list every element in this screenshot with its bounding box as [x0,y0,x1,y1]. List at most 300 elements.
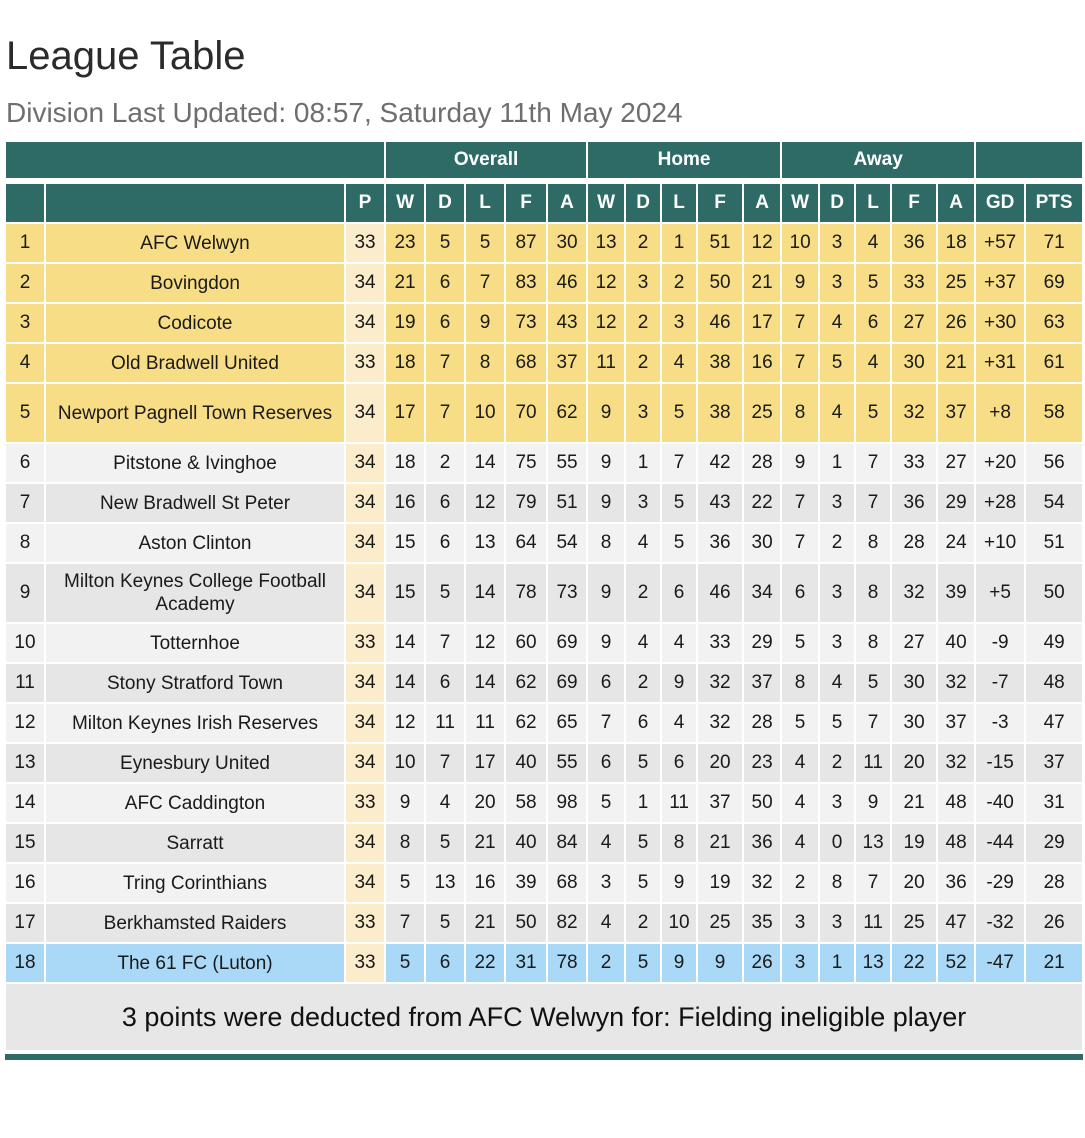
stat-cell: 4 [819,303,855,343]
stat-cell: 4 [587,903,625,943]
stat-cell: 50 [697,263,743,303]
stat-cell: 7 [855,863,891,903]
col-header-14: F [891,183,937,223]
table-row [5,223,1083,263]
stat-cell: 2 [587,943,625,983]
stat-cell: 23 [743,743,781,783]
stat-cell: 7 [425,623,465,663]
stat-cell: 2 [625,563,661,623]
stat-cell: 5 [661,523,697,563]
stat-cell: 7 [781,523,819,563]
stat-cell: 19 [891,823,937,863]
stat-cell: -15 [975,743,1025,783]
stat-cell: 9 [661,943,697,983]
stat-cell: 21 [937,343,975,383]
table-row [5,823,1083,863]
stat-cell: +30 [975,303,1025,343]
stat-cell: 9 [465,303,505,343]
stat-cell: 1 [625,443,661,483]
stat-cell: 26 [743,943,781,983]
stat-cell: 30 [891,663,937,703]
stat-cell: 52 [937,943,975,983]
stat-cell: 4 [425,783,465,823]
col-header-5: A [547,183,587,223]
stat-cell: 64 [505,523,547,563]
stat-cell: 37 [1025,743,1083,783]
stat-cell: 15 [385,563,425,623]
table-row [5,783,1083,823]
stat-cell: 42 [697,443,743,483]
stat-cell: 6 [587,743,625,783]
stat-cell: 25 [937,263,975,303]
table-row [5,443,1083,483]
stat-cell: 4 [661,703,697,743]
stat-cell: 5 [661,383,697,443]
stat-cell: 4 [661,343,697,383]
stat-cell: 28 [743,443,781,483]
stat-cell: 4 [819,663,855,703]
stat-cell: 40 [505,823,547,863]
stat-cell: 21 [465,903,505,943]
stat-cell: 34 [345,443,385,483]
stat-cell: 5 [465,223,505,263]
team-name-cell: Totternhoe [45,623,345,663]
stat-cell: 3 [819,223,855,263]
stat-cell: 25 [891,903,937,943]
col-header-team [45,183,345,223]
stat-cell: +31 [975,343,1025,383]
table-row [5,943,1083,983]
stat-cell: 9 [855,783,891,823]
page-title: League Table [6,34,246,78]
stat-cell: 2 [425,443,465,483]
stat-cell: 79 [505,483,547,523]
stat-cell: 47 [937,903,975,943]
team-name-cell: Berkhamsted Raiders [45,903,345,943]
stat-cell: 5 [425,903,465,943]
stat-cell: 28 [891,523,937,563]
stat-cell: 36 [891,223,937,263]
stat-cell: 18 [385,343,425,383]
stat-cell: -47 [975,943,1025,983]
stat-cell: 21 [465,823,505,863]
stat-cell: 12 [743,223,781,263]
stat-cell: 38 [697,343,743,383]
position-cell: 14 [5,783,45,823]
stat-cell: 78 [505,563,547,623]
stat-cell: 1 [625,783,661,823]
stat-cell: 6 [425,943,465,983]
stat-cell: 22 [465,943,505,983]
table-row [5,703,1083,743]
stat-cell: 33 [697,623,743,663]
stat-cell: +20 [975,443,1025,483]
stat-cell: 49 [1025,623,1083,663]
stat-cell: 36 [891,483,937,523]
stat-cell: 48 [1025,663,1083,703]
stat-cell: 43 [547,303,587,343]
table-row [5,343,1083,383]
league-table [4,140,1084,1060]
stat-cell: 6 [661,563,697,623]
team-name-cell: AFC Caddington [45,783,345,823]
stat-cell: 62 [505,663,547,703]
stat-cell: 12 [587,303,625,343]
position-cell: 10 [5,623,45,663]
stat-cell: 10 [465,383,505,443]
stat-cell: 63 [1025,303,1083,343]
stat-cell: 7 [425,743,465,783]
stat-cell: -40 [975,783,1025,823]
stat-cell: 4 [587,823,625,863]
col-header-17: PTS [1025,183,1083,223]
group-header-blank [5,141,385,179]
stat-cell: 36 [697,523,743,563]
stat-cell: 28 [1025,863,1083,903]
stat-cell: 37 [743,663,781,703]
stat-cell: 13 [465,523,505,563]
stat-cell: 61 [1025,343,1083,383]
stat-cell: 30 [891,703,937,743]
stat-cell: 12 [385,703,425,743]
stat-cell: 9 [587,483,625,523]
stat-cell: 34 [345,523,385,563]
table-row [5,863,1083,903]
stat-cell: 13 [587,223,625,263]
stat-cell: 68 [505,343,547,383]
stat-cell: 55 [547,743,587,783]
stat-cell: 33 [345,943,385,983]
stat-cell: 5 [425,823,465,863]
stat-cell: 39 [505,863,547,903]
stat-cell: -32 [975,903,1025,943]
stat-cell: 4 [625,623,661,663]
stat-cell: 3 [819,483,855,523]
stat-cell: 7 [855,703,891,743]
stat-cell: 14 [385,623,425,663]
col-header-0: P [345,183,385,223]
table-row [5,563,1083,623]
stat-cell: 4 [855,343,891,383]
stat-cell: 39 [937,563,975,623]
stat-cell: 71 [1025,223,1083,263]
stat-cell: 34 [743,563,781,623]
team-name-cell: Stony Stratford Town [45,663,345,703]
stat-cell: 21 [697,823,743,863]
position-cell: 5 [5,383,45,443]
stat-cell: 5 [855,263,891,303]
stat-cell: 34 [345,743,385,783]
position-cell: 11 [5,663,45,703]
stat-cell: 60 [505,623,547,663]
stat-cell: 20 [891,863,937,903]
table-row [5,623,1083,663]
stat-cell: 9 [661,863,697,903]
stat-cell: 84 [547,823,587,863]
column-header-row [5,183,1083,223]
stat-cell: 5 [425,223,465,263]
stat-cell: 7 [425,343,465,383]
stat-cell: 87 [505,223,547,263]
col-header-10: A [743,183,781,223]
stat-cell: 31 [505,943,547,983]
stat-cell: 14 [465,563,505,623]
stat-cell: 4 [781,743,819,783]
stat-cell: +28 [975,483,1025,523]
stat-cell: 30 [547,223,587,263]
stat-cell: 27 [891,303,937,343]
stat-cell: 50 [505,903,547,943]
stat-cell: 33 [891,263,937,303]
stat-cell: 68 [547,863,587,903]
table-row [5,303,1083,343]
stat-cell: 5 [625,823,661,863]
position-cell: 3 [5,303,45,343]
stat-cell: 69 [547,663,587,703]
stat-cell: 32 [697,703,743,743]
stat-cell: 50 [1025,563,1083,623]
stat-cell: 50 [743,783,781,823]
table-row [5,483,1083,523]
position-cell: 4 [5,343,45,383]
table-row [5,383,1083,443]
stat-cell: 14 [465,663,505,703]
stat-cell: 5 [625,863,661,903]
stat-cell: 6 [425,523,465,563]
stat-cell: 5 [781,703,819,743]
stat-cell: 9 [587,443,625,483]
stat-cell: 7 [661,443,697,483]
stat-cell: 6 [587,663,625,703]
stat-cell: +10 [975,523,1025,563]
stat-cell: 8 [855,563,891,623]
stat-cell: 73 [505,303,547,343]
stat-cell: 29 [937,483,975,523]
stat-cell: 9 [697,943,743,983]
stat-cell: +37 [975,263,1025,303]
stat-cell: 5 [587,783,625,823]
team-name-cell: Eynesbury United [45,743,345,783]
stat-cell: 56 [1025,443,1083,483]
stat-cell: 3 [781,903,819,943]
table-row [5,523,1083,563]
stat-cell: 8 [819,863,855,903]
stat-cell: 9 [781,263,819,303]
stat-cell: 8 [465,343,505,383]
table-row [5,263,1083,303]
stat-cell: 34 [345,483,385,523]
stat-cell: 51 [547,483,587,523]
col-header-16: GD [975,183,1025,223]
team-name-cell: Sarratt [45,823,345,863]
stat-cell: 21 [1025,943,1083,983]
team-name-cell: New Bradwell St Peter [45,483,345,523]
stat-cell: 33 [345,223,385,263]
stat-cell: 34 [345,663,385,703]
stat-cell: 54 [547,523,587,563]
stat-cell: 3 [781,943,819,983]
col-header-1: W [385,183,425,223]
stat-cell: 30 [743,523,781,563]
stat-cell: 37 [697,783,743,823]
stat-cell: 69 [547,623,587,663]
stat-cell: 37 [547,343,587,383]
stat-cell: 14 [385,663,425,703]
stat-cell: 6 [855,303,891,343]
stat-cell: 11 [855,743,891,783]
stat-cell: 17 [465,743,505,783]
stat-cell: 34 [345,383,385,443]
stat-cell: 6 [425,263,465,303]
stat-cell: -44 [975,823,1025,863]
stat-cell: 15 [385,523,425,563]
group-header-overall: Overall [385,141,587,179]
team-name-cell: Aston Clinton [45,523,345,563]
bottom-bar [5,1054,1083,1060]
stat-cell: 34 [345,703,385,743]
stat-cell: -3 [975,703,1025,743]
stat-cell: 37 [937,383,975,443]
stat-cell: 33 [345,903,385,943]
stat-cell: 46 [697,563,743,623]
stat-cell: 13 [855,943,891,983]
stat-cell: 29 [1025,823,1083,863]
stat-cell: 5 [855,383,891,443]
stat-cell: 28 [743,703,781,743]
stat-cell: 32 [891,563,937,623]
table-row [5,743,1083,783]
stat-cell: 8 [855,623,891,663]
stat-cell: 5 [855,663,891,703]
stat-cell: 9 [587,383,625,443]
stat-cell: 25 [697,903,743,943]
stat-cell: 11 [587,343,625,383]
last-updated-subtitle: Division Last Updated: 08:57, Saturday 11th May 2024 [6,97,683,128]
stat-cell: 5 [819,343,855,383]
stat-cell: 4 [855,223,891,263]
stat-cell: 6 [781,563,819,623]
stat-cell: 22 [891,943,937,983]
stat-cell: 7 [425,383,465,443]
points-deduction-note: 3 points were deducted from AFC Welwyn for: Fielding ineligible player [5,983,1083,1051]
stat-cell: 32 [743,863,781,903]
stat-cell: 4 [625,523,661,563]
stat-cell: 3 [819,623,855,663]
position-cell: 8 [5,523,45,563]
team-name-cell: The 61 FC (Luton) [45,943,345,983]
team-name-cell: Milton Keynes Irish Reserves [45,703,345,743]
stat-cell: 8 [855,523,891,563]
stat-cell: 51 [1025,523,1083,563]
stat-cell: 54 [1025,483,1083,523]
col-header-9: F [697,183,743,223]
col-header-3: L [465,183,505,223]
stat-cell: 98 [547,783,587,823]
stat-cell: 37 [937,703,975,743]
stat-cell: 20 [697,743,743,783]
position-cell: 16 [5,863,45,903]
stat-cell: 9 [385,783,425,823]
stat-cell: 10 [661,903,697,943]
stat-cell: 12 [465,623,505,663]
stat-cell: 4 [781,783,819,823]
position-cell: 1 [5,223,45,263]
stat-cell: 62 [505,703,547,743]
stat-cell: 6 [425,663,465,703]
stat-cell: 73 [547,563,587,623]
stat-cell: 58 [1025,383,1083,443]
position-cell: 12 [5,703,45,743]
stat-cell: 10 [781,223,819,263]
stat-cell: 78 [547,943,587,983]
stat-cell: 27 [891,623,937,663]
stat-cell: 9 [587,563,625,623]
stat-cell: 5 [385,863,425,903]
stat-cell: 2 [819,743,855,783]
stat-cell: 7 [781,343,819,383]
team-name-cell: Old Bradwell United [45,343,345,383]
stat-cell: +8 [975,383,1025,443]
stat-cell: 11 [661,783,697,823]
stat-cell: 8 [781,383,819,443]
stat-cell: 0 [819,823,855,863]
stat-cell: 29 [743,623,781,663]
team-name-cell: Newport Pagnell Town Reserves [45,383,345,443]
table-row [5,903,1083,943]
position-cell: 15 [5,823,45,863]
stat-cell: 35 [743,903,781,943]
stat-cell: 75 [505,443,547,483]
stat-cell: 7 [855,443,891,483]
stat-cell: +5 [975,563,1025,623]
col-header-15: A [937,183,975,223]
stat-cell: 25 [743,383,781,443]
team-name-cell: Bovingdon [45,263,345,303]
position-cell: 13 [5,743,45,783]
stat-cell: 47 [1025,703,1083,743]
stat-cell: 5 [781,623,819,663]
stat-cell: 83 [505,263,547,303]
stat-cell: 7 [781,303,819,343]
stat-cell: 8 [587,523,625,563]
stat-cell: 1 [819,943,855,983]
stat-cell: 17 [743,303,781,343]
stat-cell: 21 [385,263,425,303]
stat-cell: 30 [891,343,937,383]
col-header-12: D [819,183,855,223]
team-name-cell: Milton Keynes College Football Academy [45,563,345,623]
stat-cell: 19 [385,303,425,343]
stat-cell: 36 [937,863,975,903]
group-header-row [5,141,1083,179]
stat-cell: 70 [505,383,547,443]
stat-cell: 7 [587,703,625,743]
stat-cell: 20 [891,743,937,783]
stat-cell: 2 [625,303,661,343]
position-cell: 2 [5,263,45,303]
stat-cell: 6 [425,483,465,523]
stat-cell: 17 [385,383,425,443]
stat-cell: 3 [661,303,697,343]
stat-cell: 48 [937,823,975,863]
stat-cell: 1 [819,443,855,483]
stat-cell: 11 [855,903,891,943]
stat-cell: 46 [547,263,587,303]
stat-cell: 34 [345,563,385,623]
stat-cell: 26 [1025,903,1083,943]
stat-cell: 34 [345,863,385,903]
footnote-row [5,983,1083,1051]
